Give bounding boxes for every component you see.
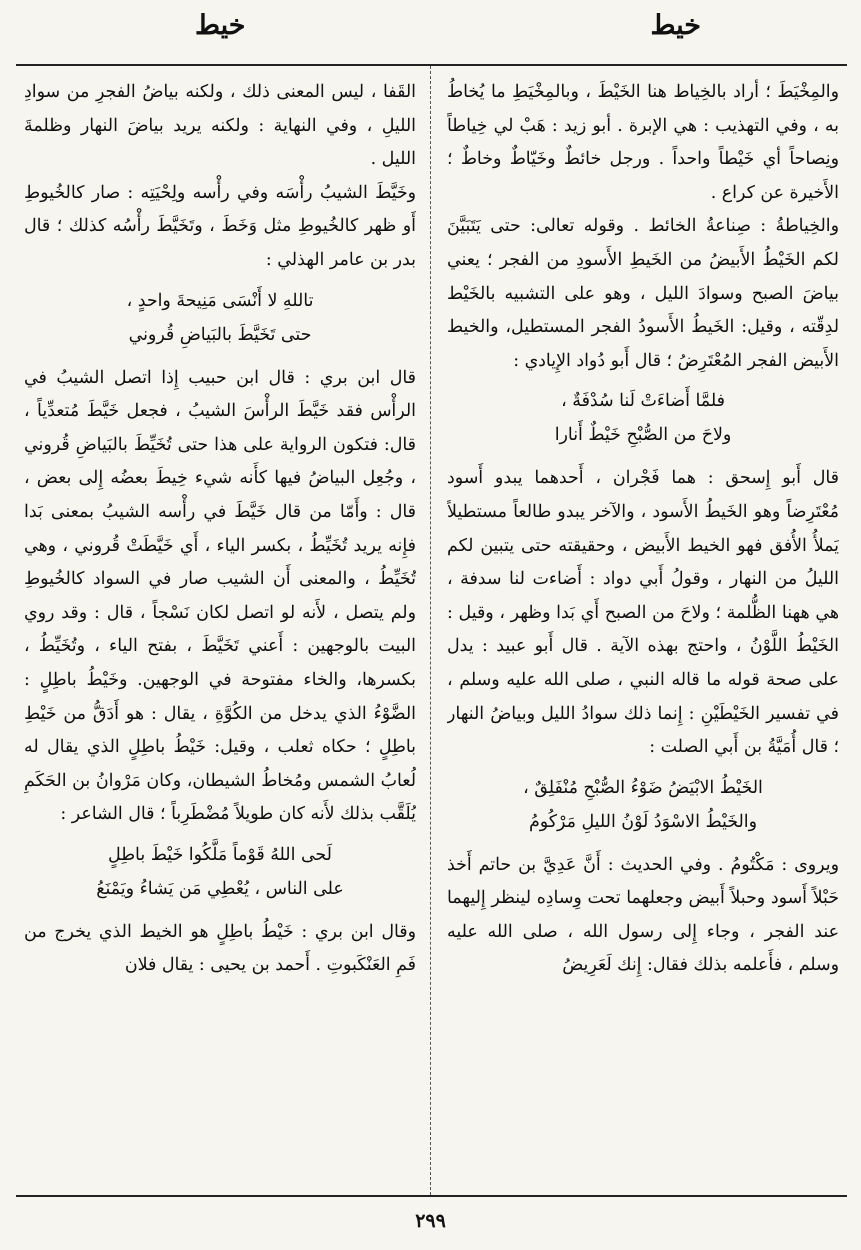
paragraph: وقال ابن بري : خَيْطُ باطِلٍ هو الخيط الذي يخرج من فَمِ العَنْكَبوتِ . أَحمد بن يحيى : يقال فلان xyxy=(24,921,416,976)
verse-line: فلمَّا أَضاءَتْ لَنا سُدْفَةٌ ، xyxy=(561,391,725,412)
verse-line: والخَيْطُ الاسْوَدُ لَوْنُ الليلِ مَرْكُومُ xyxy=(529,811,757,832)
verse xyxy=(447,384,839,452)
paragraph: والمِخْيَطَ ؛ أراد بالخِياط هنا الخَيْطَ ، وبالمِخْيَطِ ما يُخاطُ به ، وفي التهذيب : هي الإبرة . أبو زيد : هَبْ لي خِياطاً ونِصاحاً أي خَيْطاً واحداً . ورجل خائطٌ وخَيّاطٌ وخاطٌ ؛ الأَخيرة عن كراع . xyxy=(447,82,839,203)
paragraph: وخَيَّطَ الشيبُ رأْسَه وفي رأْسه ولِحْيَتِه : صار كالخُيوطِ أَو ظهر كالخُيوطِ مثل وَخَطَ ، وتَخَيَّطَ رأْسُه كذلك ؛ قال بدر بن عامر الهذلي : xyxy=(24,182,416,270)
left-column xyxy=(24,76,416,1186)
paragraph: والخِياطةُ : صِناعةُ الخائط . وقوله تعالى: حتى يَتَبَيَّنَ لكم الخَيْطُ الأَبيضُ من الخَيطِ الأَسودِ من الفجر ؛ يعني بياضَ الصبح وسوادَ الليل ، وهو على التشبيه بالخَيْط لدِقّته ، وقيل: الخَيطُ الأَسودُ الفجر المستطيل، والخيط الأَبيض الفجر المُعْتَرِضُ ؛ قال أَبو دُواد الإِيادي : xyxy=(447,216,839,371)
footer-rule xyxy=(16,1195,847,1197)
verse xyxy=(24,838,416,906)
verse xyxy=(24,284,416,352)
running-header-left: خيط xyxy=(195,10,246,41)
verse-line: على الناس ، يُعْطِي مَن يَشاءُ ويَمْنَعُ xyxy=(96,878,344,899)
paragraph: القَفا ، ليس المعنى ذلك ، ولكنه بياضُ الفجرِ من سوادِ الليلِ ، وفي النهاية : ولكنه يريد بياضَ النهار وظلمةَ الليل . xyxy=(24,82,416,170)
column-divider xyxy=(430,66,431,1195)
paragraph: قال ابن بري : قال ابن حبيب إِذا اتصل الشيبُ في الرأْس فقد خَيَّطَ الرأْسَ الشيبُ ، فجعل خَيَّطَ مُتعدِّياً ، قال: فتكون الرواية على هذا حتى تُخَيِّطَ بالبَياضِ قُروني ، وجُعِل البياضُ فيها كأَنه شيء خِيطَ بعضُه إِلى بعض ، قال : وأَمّا من قال خَيَّطَ في رأْسه الشيبُ بمعنى بَدا فإِنه يريد تُخَيِّطُ ، بكسر الياء ، أَي خَيَّطَتْ قُروني ، وهي تُخَيِّطُ ، والمعنى أَن الشيب صار في السواد كالخُيوطِ ولم يتصل ، لأَنه لو اتصل لكان نَسْجاً ، قال : وقد روي البيت بالوجهين : أَعني تَخَيَّطَ ، بفتح الياء ، وتُخَيِّطُ ، بكسرها، والخاء مفتوحة في الوجهين. وخَيْطُ باطِلٍ : الضَّوْءُ الذي يدخل من الكُوَّةِ ، يقال : هو أَدَقُّ من خَيْطِ باطِلٍ ؛ حكاه ثعلب ، وقيل: خَيْطُ باطِلٍ الذي يقال له لُعابُ الشمس ومُخاطُ الشيطان، وكان مَرْوانُ بن الحَكَمِ يُلَقَّب بذلك لأَنه كان طويلاً مُضْطَرِباً ؛ قال الشاعر : xyxy=(24,367,416,825)
running-header-right: خيط xyxy=(650,10,701,41)
verse-line: حتى تَخَيَّطَ بالبَياضِ قُروني xyxy=(128,324,312,345)
verse-line: ولاحَ من الصُّبْحِ خَيْطٌ أَنارا xyxy=(554,425,732,446)
right-column xyxy=(447,76,839,1186)
verse-line: لَحى اللهُ قَوْماً مَلَّكُوا خَيْطَ باطِلٍ xyxy=(108,844,332,865)
header-rule xyxy=(16,64,847,66)
paragraph: ويروى : مَكْتُومُ . وفي الحديث : أَنَّ عَدِيَّ بن حاتم أَخذ حَبْلاً أَسود وحبلاً أَبيض وجعلهما تحت وِسادِه لينظر إِليهما عند الفجر ، وجاء إِلى رسول الله ، صلى الله عليه وسلم ، فأَعلمه بذلك فقال: إِنك لَعَرِيضُ xyxy=(447,854,839,976)
paragraph: قال أَبو إِسحق : هما فَجْران ، أَحدهما يبدو أَسود مُعْتَرِضاً وهو الخَيطُ الأَسود ، والآخر يبدو طالعاً مستطيلاً يَملأُ الأُفق فهو الخيط الأَبيض ، وحقيقته حتى يتبين لكم الليلُ من النهار ، وقولُ أَبي دواد : أَضاءت لنا سدفة ، هي ههنا الظُّلمة ؛ ولاحَ من الصبح أَي بَدا وظهر ، وقيل : الخَيْطُ اللَّوْنُ ، واحتج بهذه الآية . قال أَبو عبيد : يدل على صحة قوله ما قاله النبي ، صلى الله عليه وسلم ، في تفسير الخَيْطَيْنِ : إِنما ذلك سوادُ الليل وبياضُ النهار ؛ قال أُمَيَّةُ بن أَبي الصلت : xyxy=(447,468,839,758)
verse-line: تاللهِ لا أَنْسَى مَنِيحةَ واحدٍ ، xyxy=(126,290,314,311)
page-number: ٢٩٩ xyxy=(415,1210,446,1232)
verse xyxy=(447,771,839,839)
verse-line: الخَيْطُ الابْيَضُ ضَوْءُ الصُّبْحِ مُنْفَلِقٌ ، xyxy=(523,777,763,798)
